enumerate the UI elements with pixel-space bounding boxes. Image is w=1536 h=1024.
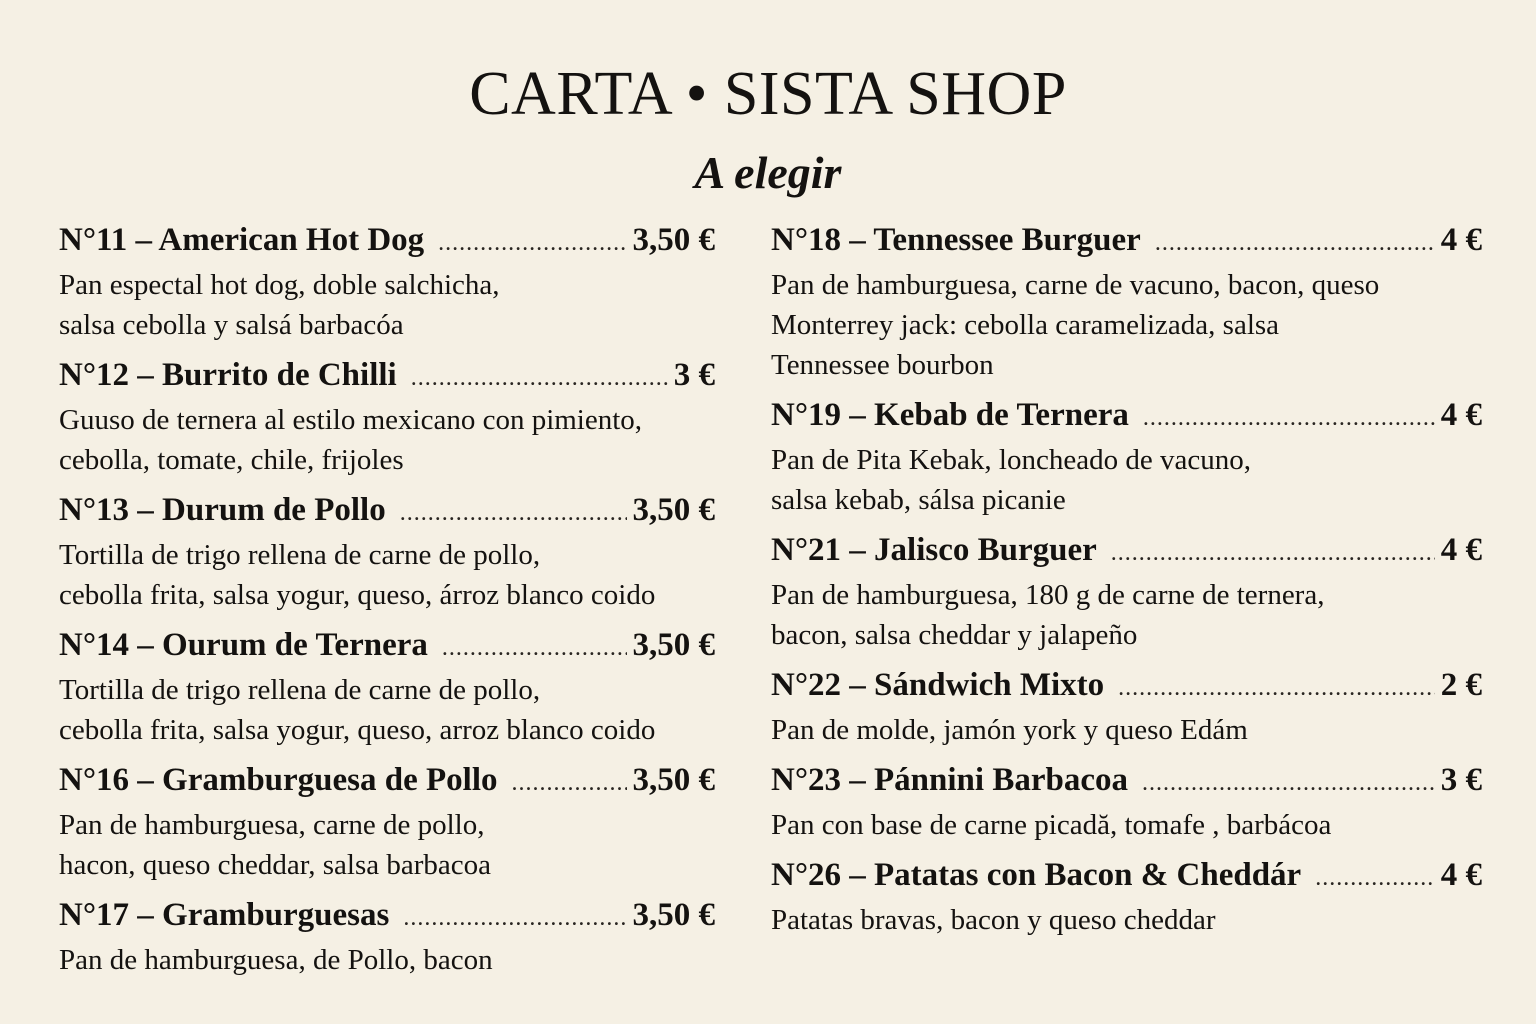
menu-item-header: [771, 218, 1482, 265]
description-line: Patatas bravas, bacon y queso cheddar: [771, 904, 1216, 936]
dot-leader: [1315, 856, 1435, 900]
menu-item-name: N°13 – Durum de Pollo: [59, 492, 386, 528]
dot-leader: [1143, 396, 1435, 440]
menu-subtitle: A elegir: [694, 147, 842, 198]
dot-leader: [438, 221, 626, 265]
menu-item-price: 4 €: [1440, 532, 1482, 568]
menu-item-header: [771, 663, 1482, 710]
menu-item-header: [59, 623, 715, 670]
description-line: cebolla frita, salsa yogur, queso, arroz blanco coido: [59, 714, 656, 746]
menu-item-header: [771, 853, 1482, 900]
menu-item-price: 3,50 €: [632, 222, 715, 258]
menu-column-right: [771, 218, 1482, 948]
description-line: cebolla frita, salsa yogur, queso, árroz blanco coido: [59, 579, 656, 611]
dot-leader: [1118, 666, 1435, 710]
menu-item-description: [771, 575, 1482, 655]
description-line: Tortilla de trigo rellena de carne de pollo,: [59, 539, 541, 571]
menu-item-description: [771, 440, 1482, 520]
dot-leader: [1155, 221, 1435, 265]
description-line: Pan espectal hot dog, doble salchicha,: [59, 269, 500, 301]
menu-item-header: [59, 488, 715, 535]
menu-item-name: N°22 – Sándwich Mixto: [771, 667, 1105, 703]
menu-item: [59, 488, 715, 615]
menu-item-description: [771, 265, 1482, 385]
description-line: Pan con base de carne picadă, tomafe , barbácoa: [771, 809, 1332, 841]
menu-item-price: 4 €: [1440, 857, 1482, 893]
dot-leader: [1111, 531, 1435, 575]
menu-item-header: [59, 353, 715, 400]
description-line: Pan de hamburguesa, carne de vacuno, bacon, queso: [771, 269, 1380, 301]
menu-item-price: 3,50 €: [632, 897, 715, 933]
menu-item-name: N°11 – American Hot Dog: [59, 222, 425, 258]
description-line: Pan de Pita Kebak, loncheado de vacuno,: [771, 444, 1251, 476]
menu-item-name: N°21 – Jalisco Burguer: [771, 532, 1097, 568]
menu-item: [771, 218, 1482, 385]
menu-item-price: 3,50 €: [632, 492, 715, 528]
menu-item: [59, 353, 715, 480]
menu-item-header: [771, 758, 1482, 805]
menu-item: [771, 528, 1482, 655]
menu-item-header: [59, 758, 715, 805]
menu-item-description: [771, 900, 1482, 940]
description-line: Monterrey jack: cebolla caramelizada, salsa: [771, 309, 1280, 341]
menu-item-description: [771, 710, 1482, 750]
description-line: Tortilla de trigo rellena de carne de pollo,: [59, 674, 541, 706]
description-line: Pan de hamburguesa, de Pollo, bacon: [59, 944, 493, 976]
description-line: Tennessee bourbon: [771, 349, 994, 381]
menu-item-description: [59, 400, 715, 480]
dot-leader: [1142, 761, 1435, 805]
menu-item-description: [771, 805, 1482, 845]
menu-item-price: 2 €: [1440, 667, 1482, 703]
menu-item: [771, 758, 1482, 845]
dot-leader: [400, 491, 627, 535]
description-line: bacon, salsa cheddar y jalapeño: [771, 619, 1138, 651]
menu-item-price: 4 €: [1440, 397, 1482, 433]
dot-leader: [411, 356, 668, 400]
menu-item-name: N°12 – Burrito de Chilli: [59, 357, 397, 393]
dot-leader: [512, 761, 627, 805]
menu-item-price: 3,50 €: [632, 762, 715, 798]
menu-item-name: N°26 – Patatas con Bacon & Cheddár: [771, 857, 1302, 893]
menu-item-name: N°23 – Pánnini Barbacoa: [771, 762, 1128, 798]
menu-item-price: 3,50 €: [632, 627, 715, 663]
description-line: hacon, queso cheddar, salsa barbacoa: [59, 849, 492, 881]
description-line: Pan de hamburguesa, 180 g de carne de ternera,: [771, 579, 1325, 611]
menu-item-name: N°18 – Tennessee Burguer: [771, 222, 1141, 258]
description-line: Guuso de ternera al estilo mexicano con pimiento,: [59, 404, 643, 436]
menu-item: [59, 623, 715, 750]
menu-item-description: [59, 670, 715, 750]
menu-item-description: [59, 805, 715, 885]
menu-item: [59, 893, 715, 980]
dot-leader: [403, 896, 626, 940]
dot-leader: [442, 626, 627, 670]
menu-item-name: N°17 – Gramburguesas: [59, 897, 390, 933]
menu-item: [59, 218, 715, 345]
menu-item-header: [59, 218, 715, 265]
menu-item-description: [59, 265, 715, 345]
menu-item-header: [59, 893, 715, 940]
menu-item: [771, 853, 1482, 940]
menu-item-price: 4 €: [1440, 222, 1482, 258]
description-line: salsa kebab, sálsa picanie: [771, 484, 1066, 516]
menu-item-name: N°16 – Gramburguesa de Pollo: [59, 762, 498, 798]
description-line: Pan de molde, jamón york y queso Edám: [771, 714, 1248, 746]
menu-column-left: [59, 218, 715, 988]
menu-item-price: 3 €: [673, 357, 715, 393]
menu-item: [771, 663, 1482, 750]
menu-item-name: N°19 – Kebab de Ternera: [771, 397, 1129, 433]
menu-item-name: N°14 – Ourum de Ternera: [59, 627, 428, 663]
menu-item-description: [59, 535, 715, 615]
menu-item: [59, 758, 715, 885]
menu-item-price: 3 €: [1440, 762, 1482, 798]
menu-item-description: [59, 940, 715, 980]
menu-item-header: [771, 528, 1482, 575]
description-line: Pan de hamburguesa, carne de pollo,: [59, 809, 485, 841]
menu-item-header: [771, 393, 1482, 440]
description-line: salsa cebolla y salsá barbacóa: [59, 309, 404, 341]
menu-item: [771, 393, 1482, 520]
menu-title: CARTA • SISTA SHOP: [469, 60, 1067, 128]
description-line: cebolla, tomate, chile, frijoles: [59, 444, 404, 476]
